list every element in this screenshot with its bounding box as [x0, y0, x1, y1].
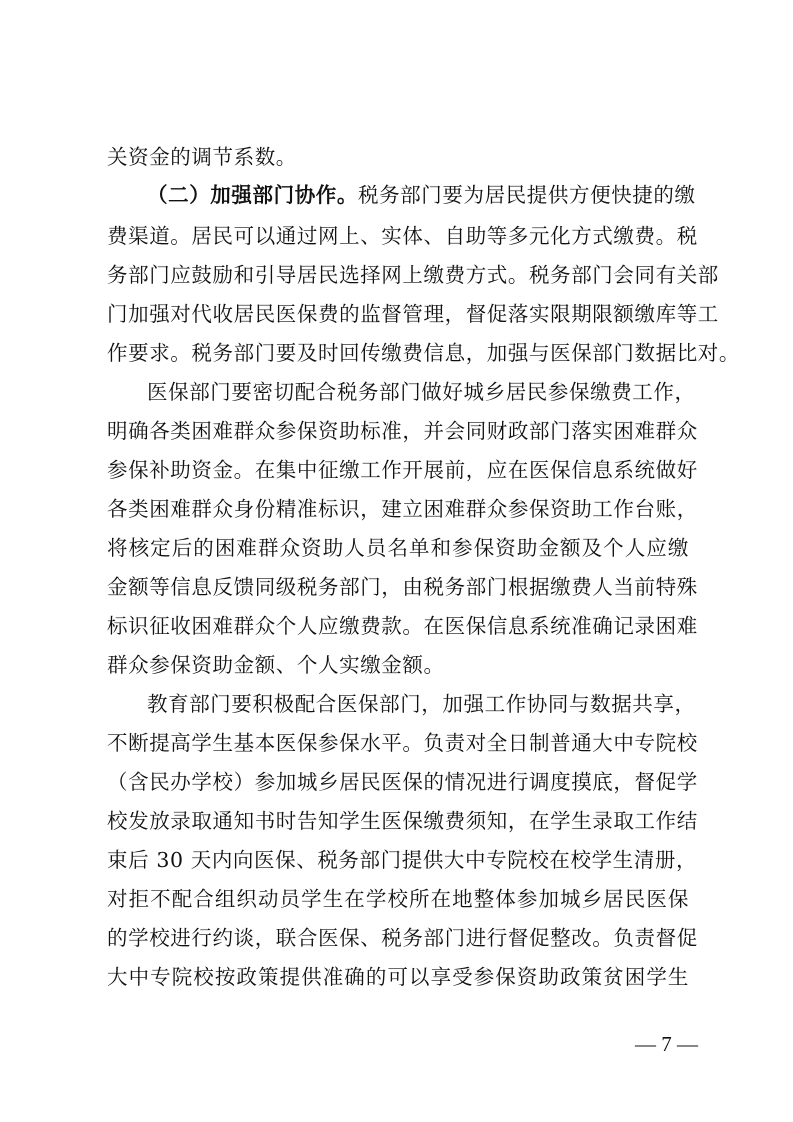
text-line: 不断提高学生基本医保参保水平。负责对全日制普通大中专院校 — [107, 731, 698, 755]
text-line: 束后 30 天内向医保、税务部门提供大中专院校在校学生清册， — [107, 848, 698, 872]
text-line: 医保部门要密切配合税务部门做好城乡居民参保缴费工作， — [147, 380, 696, 404]
text-line: 门加强对代收居民医保费的监督管理，督促落实限期限额缴库等工 — [107, 302, 719, 326]
text-line: 明确各类困难群众参保资助标准，并会同财政部门落实困难群众 — [107, 419, 698, 443]
text-line: 费渠道。居民可以通过网上、实体、自助等多元化方式缴费。税 — [107, 224, 698, 248]
text-line: 作要求。税务部门要及时回传缴费信息，加强与医保部门数据比对。 — [107, 341, 740, 365]
text-line: 各类困难群众身份精准标识，建立困难群众参保资助工作台账， — [107, 497, 698, 521]
text-line: 的学校进行约谈，联合医保、税务部门进行督促整改。负责督促 — [107, 926, 698, 950]
text-line: 教育部门要积极配合医保部门，加强工作协同与数据共享， — [147, 692, 696, 716]
page-number: — 7 — — [635, 1032, 698, 1056]
text-span: 税务部门要为居民提供方便快捷的缴 — [358, 183, 696, 207]
text-line: 标识征收困难群众个人应缴费款。在医保信息系统准确记录困难 — [107, 614, 698, 638]
text-line: 将核定后的困难群众资助人员名单和参保资助金额及个人应缴 — [107, 536, 689, 560]
text-line: 务部门应鼓励和引导居民选择网上缴费方式。税务部门会同有关部 — [107, 263, 719, 287]
text-line: 金额等信息反馈同级税务部门，由税务部门根据缴费人当前特殊 — [107, 575, 698, 599]
text-line: 校发放录取通知书时告知学生医保缴费须知，在学生录取工作结 — [107, 809, 698, 833]
text-line: 参保补助资金。在集中征缴工作开展前，应在医保信息系统做好 — [107, 458, 698, 482]
text-line: 关资金的调节系数。 — [107, 145, 297, 169]
text-line: （含民办学校）参加城乡居民医保的情况进行调度摸底，督促学 — [107, 770, 698, 794]
text-line: 大中专院校按政策提供准确的可以享受参保资助政策贫困学生 — [107, 965, 689, 989]
section-heading: （二）加强部门协作。 — [147, 183, 358, 207]
text-line: 对拒不配合组织动员学生在学校所在地整体参加城乡居民医保 — [107, 887, 689, 911]
text-line: 群众参保资助金额、个人实缴金额。 — [107, 653, 445, 677]
text-line — [147, 180, 696, 210]
